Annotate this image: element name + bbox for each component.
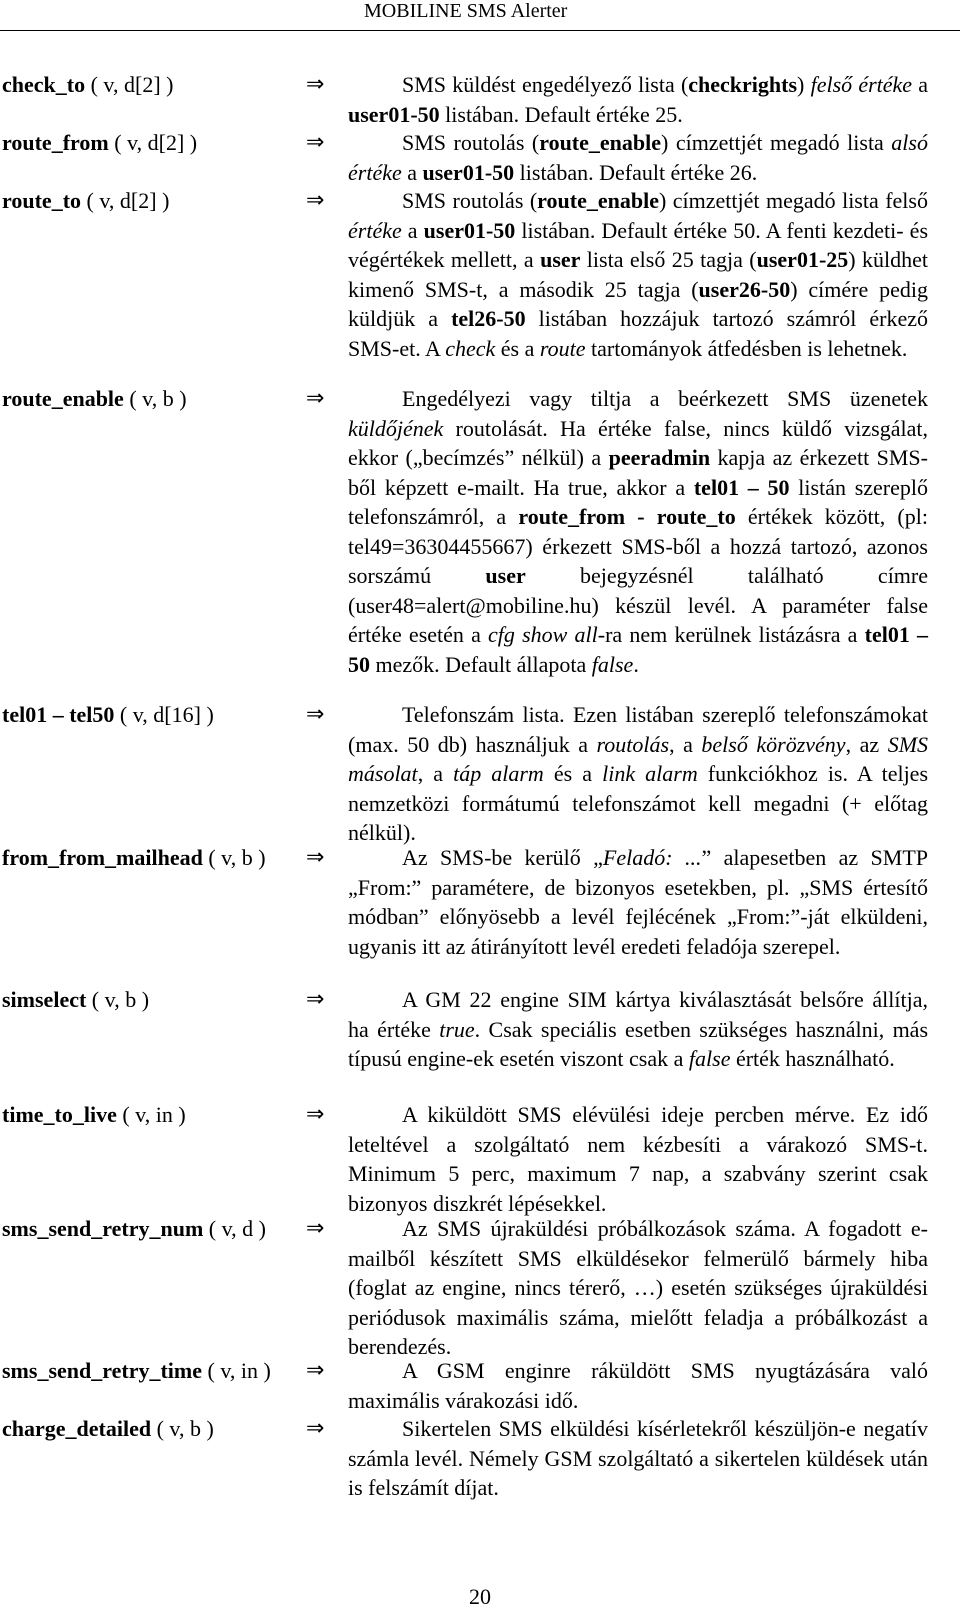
parameter-name <box>2 70 173 100</box>
document-title: MOBILINE SMS Alerter <box>364 0 568 22</box>
implies-arrow-icon: ⇒ <box>306 386 325 411</box>
description-text: a <box>401 159 423 185</box>
description-text: érték használható. <box>730 1046 895 1071</box>
description-text: mezők. Default állapota <box>370 651 592 677</box>
parameter-args: ( v, b ) <box>86 987 150 1012</box>
description-text: tartományok átfedésben is lehetnek. <box>585 335 908 361</box>
description-text: Engedélyezi vagy tiltja a beérkezett SMS üzenetek <box>402 386 928 411</box>
parameter-name <box>2 186 169 216</box>
parameter-description <box>348 1214 928 1362</box>
description-text: true <box>439 1016 475 1042</box>
parameter-name <box>2 128 197 158</box>
description-text: false <box>591 651 634 677</box>
description-text: és a <box>495 335 540 361</box>
implies-arrow-icon: ⇒ <box>306 987 325 1012</box>
description-text: user01-50 <box>423 217 516 243</box>
parameter-name-text: check_to <box>2 72 86 97</box>
parameter-args: ( v, d[2] ) <box>85 72 174 97</box>
description-text: false <box>688 1046 731 1071</box>
description-text: -ra nem kerülnek listázásra a <box>597 622 865 647</box>
parameter-args: ( v, d[16] ) <box>114 702 214 727</box>
parameter-name <box>2 1414 214 1444</box>
description-text: bejegyzésnél található címre (user48=alert@mobiline.hu) készül levél. A paraméter false értéke esetén a <box>348 563 929 647</box>
description-text: , a <box>669 731 702 757</box>
description-text: alsó értéke <box>348 130 928 185</box>
parameter-name-text: tel01 – tel50 <box>2 702 115 727</box>
parameter-description <box>348 1100 928 1218</box>
parameter-args: ( v, b ) <box>202 845 266 870</box>
implies-arrow-icon: ⇒ <box>306 1102 325 1127</box>
description-text: . <box>633 651 639 677</box>
description-text: , az <box>845 731 888 757</box>
parameter-name <box>2 843 266 873</box>
description-text: routolás <box>596 731 670 757</box>
parameter-name-text: route_enable <box>2 386 124 411</box>
description-text: listában. Default értéke 26. <box>514 159 758 185</box>
parameter-name <box>2 384 187 414</box>
parameter-description <box>348 985 928 1074</box>
implies-arrow-icon: ⇒ <box>306 72 325 97</box>
parameter-name <box>2 985 149 1015</box>
description-text: SMS küldést engedélyező lista ( <box>402 72 689 97</box>
description-text: link alarm <box>602 761 698 786</box>
parameter-description <box>348 700 928 848</box>
description-text: A GSM enginre ráküldött SMS nyugtázására való maximális várakozási idő. <box>348 1358 928 1413</box>
parameter-args: ( v, d[2] ) <box>108 130 198 155</box>
parameter-description <box>348 384 928 679</box>
description-text: értékek között, (pl: tel49=36304455667) érkezett SMS-ből a hozzá tartozó, azonos sorszámú <box>348 504 928 588</box>
description-text: Feladó: ... <box>602 845 702 870</box>
description-text: user <box>540 247 581 272</box>
parameter-args: ( v, b ) <box>151 1416 214 1441</box>
description-text: küldőjének <box>348 415 444 441</box>
implies-arrow-icon: ⇒ <box>306 130 325 155</box>
parameter-name-text: charge_detailed <box>2 1416 152 1441</box>
parameter-args: ( v, d[2] ) <box>81 188 170 213</box>
parameter-name-text: from_from_mailhead <box>2 845 203 870</box>
parameter-name-text: route_from <box>2 130 109 155</box>
parameter-name-text: route_to <box>2 188 82 213</box>
description-text: listában. Default értéke 25. <box>439 101 683 127</box>
implies-arrow-icon: ⇒ <box>306 702 325 727</box>
parameter-name-text: sms_send_retry_num <box>2 1216 204 1241</box>
parameter-args: ( v, b ) <box>123 386 187 411</box>
description-text: user <box>485 563 526 588</box>
parameter-name <box>2 1356 271 1386</box>
description-text: check <box>445 335 496 361</box>
description-text: listában hozzájuk tartozó számról érkező SMS-et. A <box>348 306 928 361</box>
description-text: route <box>539 335 586 361</box>
parameter-description <box>348 186 928 363</box>
description-text: SMS routolás ( <box>402 130 540 155</box>
parameter-args: ( v, d ) <box>203 1216 266 1241</box>
description-text: tel26-50 <box>451 306 526 331</box>
description-text: tel01 – 50 <box>348 622 929 677</box>
description-text: Az SMS-be kerülő „ <box>402 845 603 870</box>
description-text: A GM 22 engine SIM kártya kiválasztását belsőre állítja, ha értéke <box>348 987 928 1042</box>
description-text: user01-25 <box>756 247 849 272</box>
implies-arrow-icon: ⇒ <box>306 1416 325 1441</box>
description-text: SMS routolás ( <box>402 188 538 213</box>
description-text: értéke <box>348 217 402 243</box>
description-text: funkciókhoz is. A teljes nemzetközi formátumú telefonszámot kell megadni (+ előtag nélkül). <box>348 761 929 845</box>
description-text: checkrights <box>688 72 798 97</box>
description-text: routolását. Ha értéke false, nincs küldő vizsgálat, ekkor („becímzés” nélkül) a <box>348 415 928 470</box>
description-text: a <box>912 72 929 97</box>
description-text: cfg show all <box>488 622 598 647</box>
implies-arrow-icon: ⇒ <box>306 845 325 870</box>
description-text: . Csak speciális esetben szükséges használni, más típusú engine-ek esetén viszont csak a <box>348 1016 929 1071</box>
page-number: 20 <box>469 1584 491 1609</box>
description-text: , a <box>417 761 454 786</box>
parameter-args: ( v, in ) <box>116 1102 186 1127</box>
implies-arrow-icon: ⇒ <box>306 188 325 213</box>
parameter-description <box>348 1414 928 1503</box>
description-text: kapja az érkezett SMS-ből képzett e-mailt. Ha true, akkor a <box>348 445 928 500</box>
parameter-name <box>2 1214 266 1244</box>
parameter-description <box>348 1356 928 1415</box>
parameter-name <box>2 700 214 730</box>
description-text: táp alarm <box>453 761 544 786</box>
description-text: ) címére pedig küldjük a <box>348 276 928 331</box>
description-text: ) <box>797 72 811 97</box>
implies-arrow-icon: ⇒ <box>306 1216 325 1241</box>
parameter-name-text: sms_send_retry_time <box>2 1358 202 1383</box>
description-text: belső körözvény <box>701 731 846 757</box>
parameter-description <box>348 128 928 187</box>
description-text: ) címzettjét megadó lista <box>661 130 892 155</box>
parameter-name <box>2 1100 186 1130</box>
description-text: user01-50 <box>422 159 515 185</box>
parameter-name-text: simselect <box>2 987 87 1012</box>
description-text: listában. Default értéke 50. A fenti kezdeti- és végértékek mellett, a <box>348 217 928 272</box>
description-text: a <box>401 217 424 243</box>
description-text: Sikertelen SMS elküldési kísérletekről készüljön-e negatív számla levél. Némely GSM szolgáltató a sikertelen küldések után is felszámít díjat. <box>348 1416 928 1500</box>
description-text: route_from - route_to <box>518 504 736 529</box>
description-text: ” alapesetben az SMTP „From:” paramétere, de bizonyos esetekben, pl. „SMS értesítő módban” előnyösebb a levél fejlécének „From:”-ját elküldeni, ugyanis itt az átirányított levél eredeti feladója szerepel. <box>348 845 928 959</box>
parameter-description <box>348 843 928 961</box>
description-text: user01-50 <box>348 101 440 127</box>
parameter-args: ( v, in ) <box>202 1358 271 1383</box>
description-text: peeradmin <box>608 445 711 470</box>
parameter-name-text: time_to_live <box>2 1102 117 1127</box>
description-text: listán szereplő telefonszámról, a <box>348 474 929 529</box>
description-text: Az SMS újraküldési próbálkozások száma. A fogadott e-mailből készített SMS elküldésekor felmerülő bármely hiba (foglat az engine, nincs térerő, …) esetén szükséges újraküldési periódusok maximális száma, mielőtt feladja a próbálkozást a berendezés. <box>348 1216 928 1359</box>
description-text: lista első 25 tagja ( <box>580 247 757 272</box>
description-text: route_enable <box>537 188 659 213</box>
parameter-description <box>348 70 928 129</box>
description-text: és a <box>543 761 603 786</box>
description-text: user26-50 <box>698 276 791 302</box>
description-text: felső értéke <box>810 72 913 97</box>
description-text: Telefonszám lista. Ezen listában szereplő telefonszámokat (max. 50 db) használjuk a <box>348 702 928 757</box>
description-text: SMS másolat <box>348 731 929 786</box>
description-text: ) küldhet kimenő SMS-t, a második 25 tagja ( <box>348 247 929 302</box>
description-text: tel01 – 50 <box>693 474 790 500</box>
description-text: A kiküldött SMS elévülési ideje percben mérve. Ez idő leteltével a szolgáltató nem kézbesíti a várakozó SMS-t. Minimum 5 perc, maximum 7 nap, a szabvány szerint csak bizonyos diszkrét lépésekkel. <box>348 1102 928 1216</box>
description-text: route_enable <box>539 130 662 155</box>
description-text: ) címzettjét megadó lista felső <box>658 188 928 213</box>
page-header <box>0 0 960 31</box>
implies-arrow-icon: ⇒ <box>306 1358 325 1383</box>
